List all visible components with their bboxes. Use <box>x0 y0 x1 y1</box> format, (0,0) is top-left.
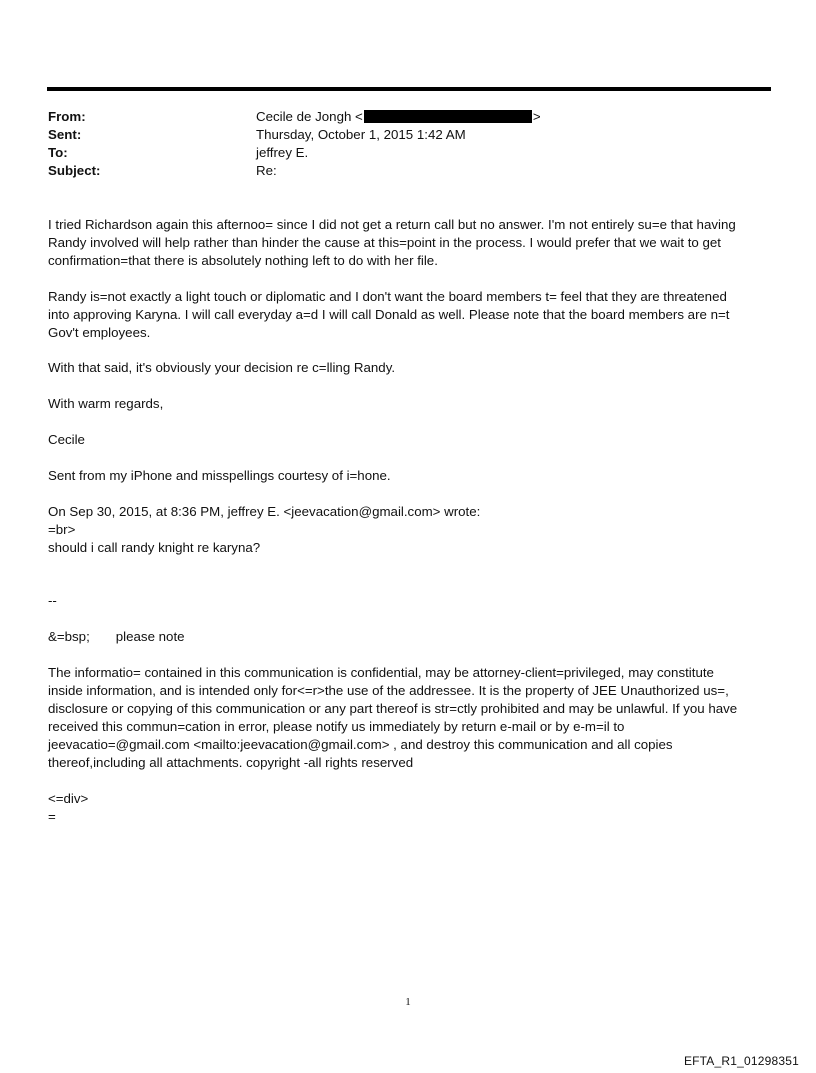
from-name: Cecile de Jongh < <box>256 109 363 124</box>
text-line: On Sep 30, 2015, at 8:36 PM, jeffrey E. <jeevacation@gmail.com> wrote: <box>48 504 481 519</box>
quoted-message <box>48 503 763 557</box>
text-line: =br> <box>48 522 76 537</box>
signature-name <box>48 431 763 449</box>
subject-label: Subject: <box>48 163 101 178</box>
to-value: jeffrey E. <box>256 145 309 160</box>
text-line: Randy is=not exactly a light touch or diplomatic and I don't want the board members t= feel that they are threatened <box>48 289 727 304</box>
nbsp-code: &=bsp; <box>48 629 90 644</box>
from-label: From: <box>48 109 86 124</box>
redaction-box <box>364 110 532 123</box>
signature-separator <box>48 592 763 610</box>
text-line: Cecile <box>48 432 85 447</box>
paragraph-1 <box>48 216 763 270</box>
disclaimer <box>48 664 763 772</box>
text-line: inside information, and is intended only for<=r>the use of the addressee. It is the property of JEE Unauthorized us=, <box>48 683 729 698</box>
please-note: please note <box>115 629 185 644</box>
text-line: disclosure or copying of this communication or any part thereof is str=ctly prohibited and may be unlawful. If you have <box>48 701 738 716</box>
text-line <box>48 628 763 646</box>
sent-value: Thursday, October 1, 2015 1:42 AM <box>256 127 466 142</box>
text-line: should i call randy knight re karyna? <box>48 540 261 555</box>
text-line: thereof,including all attachments. copyright -all rights reserved <box>48 755 414 770</box>
text-line: The informatio= contained in this communication is confidential, may be attorney-client=privileged, may constitute <box>48 665 714 680</box>
paragraph-2 <box>48 288 763 342</box>
text-line: Sent from my iPhone and misspellings courtesy of i=hone. <box>48 468 391 483</box>
text-line: <=div> <box>48 791 89 806</box>
document-id: EFTA_R1_01298351 <box>683 1054 799 1068</box>
please-note-line <box>48 628 763 646</box>
sent-label: Sent: <box>48 127 82 142</box>
header-rule <box>47 87 771 91</box>
text-line: With that said, it's obviously your decision re c=lling Randy. <box>48 360 396 375</box>
page-number: 1 <box>405 996 411 1008</box>
trailing-markup <box>48 790 763 826</box>
closing <box>48 395 763 413</box>
text-line: -- <box>48 593 57 608</box>
text-line: confirmation=that there is absolutely nothing left to do with her file. <box>48 253 438 268</box>
text-line: = <box>48 809 56 824</box>
text-line: Randy involved will help rather than hinder the cause at this=point in the process. I would prefer that we wait to get <box>48 235 721 250</box>
to-label: To: <box>48 145 68 160</box>
subject-value: Re: <box>256 163 277 178</box>
paragraph-3 <box>48 359 763 377</box>
text-line: Gov't employees. <box>48 325 151 340</box>
from-value <box>256 108 736 126</box>
text-line: jeevacatio=@gmail.com <mailto:jeevacation@gmail.com> , and destroy this communication and all copies <box>48 737 673 752</box>
text-line: received this commun=cation in error, please notify us immediately by return e-mail or by e-m=il to <box>48 719 625 734</box>
text-line: With warm regards, <box>48 396 164 411</box>
from-name-suffix: > <box>532 109 541 124</box>
text-line: into approving Karyna. I will call everyday a=d I will call Donald as well. Please note that the board members are n=t <box>48 307 730 322</box>
text-line: I tried Richardson again this afternoo= since I did not get a return call but no answer. I'm not entirely su=e that having <box>48 217 736 232</box>
iphone-signature <box>48 467 763 485</box>
